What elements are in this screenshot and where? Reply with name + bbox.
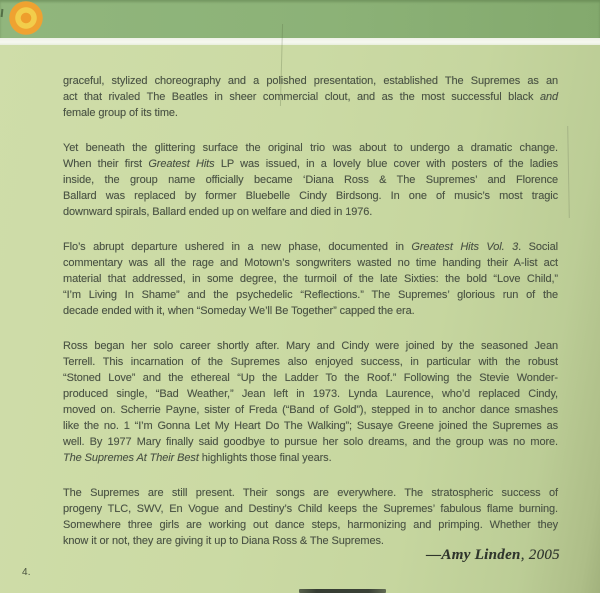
text-segment: “I’m Living In Shame” and the psychedelic “Reflections.” The Supremes’ glorious run of the — [63, 289, 558, 301]
italic-text-segment: Greatest Hits — [148, 158, 215, 170]
scan-scratch — [567, 126, 570, 218]
italic-text-segment: and — [539, 91, 558, 103]
text-segment: Ballard was replaced by former Bluebelle Cindy Birdsong. In one of music’s most tragic — [63, 190, 558, 202]
text-segment: decade ended with it, when “Someday We’ll Be Together” capped the era. — [63, 305, 415, 317]
byline-year: , 2005 — [520, 547, 560, 563]
text-segment: The Supremes are still present. Their songs are everywhere. The stratospheric success of — [63, 487, 558, 499]
text-line — [63, 287, 558, 303]
text-line — [63, 89, 558, 105]
text-segment: progeny TLC, SWV, En Vogue and Destiny’s Child keeps the Supremes’ fabulous flame burning. — [63, 503, 558, 515]
text-segment: downward spirals, Ballard ended up on welfare and died in 1976. — [63, 206, 373, 218]
divider-stripe — [0, 38, 600, 45]
text-line — [63, 140, 558, 156]
text-segment: Terrell. This incarnation of the Supremes also enjoyed success, in particular with the robust — [63, 356, 558, 368]
paragraph — [63, 73, 558, 121]
scan-edge-bar — [299, 589, 386, 593]
paragraph — [63, 239, 558, 319]
text-line — [63, 73, 558, 89]
text-segment: Yet beneath the glittering surface the original trio was about to undergo a dramatic change. — [63, 142, 558, 154]
text-line — [63, 188, 558, 204]
concentric-circles-logo-icon — [9, 1, 43, 35]
text-segment: . Social — [518, 241, 558, 253]
text-segment: know it or not, they are giving it up to Diana Ross & The Supremes. — [63, 535, 384, 547]
italic-text-segment: Greatest Hits Vol. 3 — [411, 241, 519, 253]
byline — [426, 547, 560, 564]
text-segment: well. By 1977 Mary finally said goodbye to pursue her solo dreams, and the group was no more. — [63, 436, 558, 448]
byline-author: —Amy Linden — [426, 547, 521, 563]
text-line — [63, 485, 558, 501]
text-segment: LP was issued, in a lovely blue cover with posters of the ladies — [214, 158, 558, 170]
page-number: 4. — [22, 567, 31, 578]
paragraph — [63, 338, 558, 466]
paragraph — [63, 140, 558, 220]
text-segment: “Stoned Love” and the ethereal “Up the Ladder To the Roof.” Following the Stevie Wonder- — [63, 372, 558, 384]
text-segment: moved on. Scherrie Payne, sister of Freda (“Band of Gold”), stepped in to anchor dance smashes — [63, 404, 558, 416]
text-line — [63, 338, 558, 354]
text-segment: graceful, stylized choreography and a polished presentation, established The Supremes as an — [63, 75, 558, 87]
text-line — [63, 370, 558, 386]
text-line — [63, 255, 558, 271]
text-line — [63, 105, 558, 121]
text-line — [63, 271, 558, 287]
top-green-band — [0, 0, 600, 38]
text-segment: produced single, “Bad Weather,” Jean left in 1973. Lynda Laurence, who’d replaced Cindy, — [63, 388, 558, 400]
text-line — [63, 386, 558, 402]
text-segment: When their first — [63, 158, 149, 170]
text-segment: female group of its time. — [63, 107, 178, 119]
text-segment: Somewhere three girls are working out dance steps, harmonizing and primping. Whether they — [63, 519, 558, 531]
text-line — [63, 450, 558, 466]
text-line — [63, 303, 558, 319]
text-line — [63, 239, 558, 255]
text-segment: Ross began her solo career shortly after. Mary and Cindy were joined by the seasoned Jean — [63, 340, 558, 352]
text-line — [63, 172, 558, 188]
text-line — [63, 354, 558, 370]
text-segment: act that rivaled The Beatles in sheer commercial clout, and as the most successful black — [63, 91, 540, 103]
text-line — [63, 204, 558, 220]
text-line — [63, 402, 558, 418]
text-block — [63, 73, 558, 549]
italic-text-segment: The Supremes At Their Best — [63, 452, 199, 464]
text-segment: highlights those final years. — [198, 452, 332, 464]
text-segment: Flo’s abrupt departure ushered in a new phase, documented in — [63, 241, 412, 253]
text-segment: like the no. 1 “I’m Gonna Let My Heart Do The Walking”; Susaye Greene joined the Supremes as — [63, 420, 558, 432]
text-line — [63, 434, 558, 450]
text-line — [63, 156, 558, 172]
text-segment: commentary was all the rage and Motown’s songwriters wasted no time handing their A-list act — [63, 257, 558, 269]
text-segment: inside, the group name officially became ‘Diana Ross & The Supremes’ and Florence — [63, 174, 558, 186]
text-segment: material that addressed, in some degree, the turmoil of the late Sixties: the bold “Love Child,” — [63, 273, 558, 285]
text-line — [63, 418, 558, 434]
text-line — [63, 501, 558, 517]
text-line — [63, 517, 558, 533]
paragraph — [63, 485, 558, 549]
